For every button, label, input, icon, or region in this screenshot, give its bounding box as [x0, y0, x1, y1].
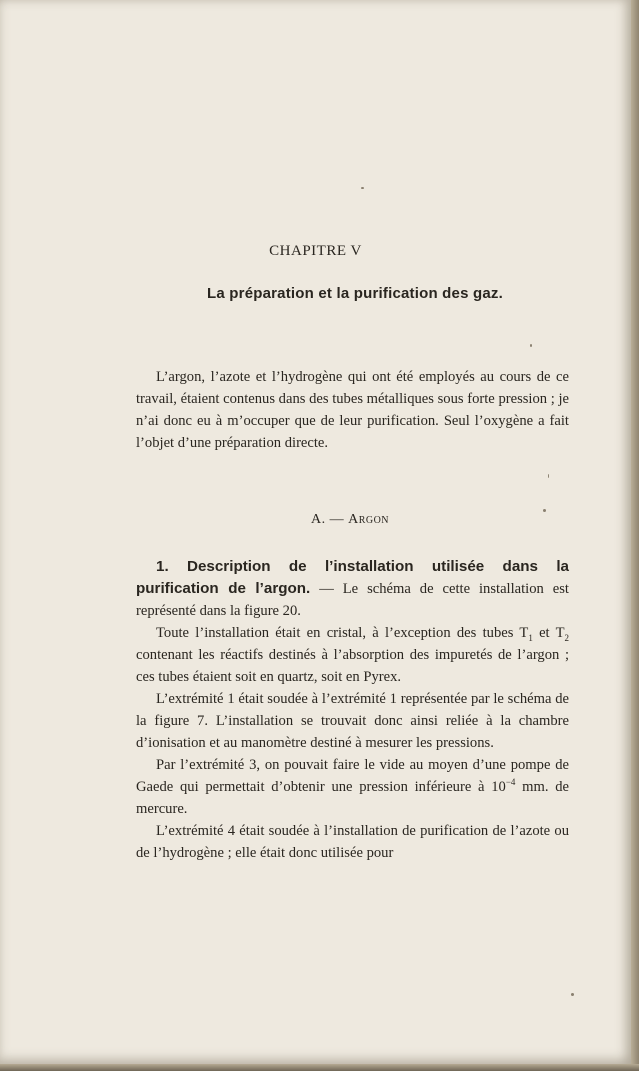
- chapter-title: La préparation et la purification des gaz.: [207, 285, 503, 302]
- subscript-t1: 1: [528, 632, 533, 643]
- page-edge-right: [631, 0, 639, 1071]
- subscript-t2: 2: [564, 632, 570, 643]
- paper-speck: [361, 187, 364, 189]
- paper-speck: [571, 993, 574, 996]
- paragraph-tubes: [136, 622, 569, 688]
- superscript-exponent: −4: [505, 777, 516, 788]
- paragraph-extremity-3-part-b: mm. de mercure.: [136, 779, 569, 817]
- paragraph-extremity-4: L’extrémité 4 était soudée à l’installation de purification de l’azote ou de l’hydrogène ; elle était donc utilisée pour: [136, 823, 569, 861]
- page-edge-bottom: [0, 1064, 639, 1071]
- paragraph-tubes-part-c: contenant les réactifs destinés à l’absorption des impuretés de l’argon ; ces tubes étaient soit en quartz, soit en Pyrex.: [136, 647, 569, 685]
- section-name: Argon: [348, 512, 390, 527]
- paragraph-extremity-1: L’extrémité 1 était soudée à l’extrémité 1 représentée par le schéma de la figure 7. L’installation se trouvait donc ainsi reliée à la chambre d’ionisation et au manomètre destiné à mesurer les pressions.: [136, 691, 569, 751]
- subsection-text: — Le schéma de cette installation est représenté dans la figure 20.: [136, 581, 569, 619]
- body-text: [136, 556, 569, 864]
- paper-speck: [530, 344, 532, 347]
- paragraph-tubes-part-a: Toute l’installation était en cristal, à l’exception des tubes T: [156, 625, 529, 641]
- section-heading: [0, 512, 639, 528]
- paragraph-extremity-3-part-a: Par l’extrémité 3, on pouvait faire le vide au moyen d’une pompe de Gaede qui permettait d’obtenir une pression inférieure à 10: [136, 757, 569, 795]
- subsection-paragraph: [136, 556, 569, 622]
- section-letter: A. —: [310, 512, 345, 527]
- intro-paragraph: L’argon, l’azote et l’hydrogène qui ont été employés au cours de ce travail, étaient contenus dans des tubes métalliques sous forte pression ; je n’ai donc eu à m’occuper que de leur purification. Seul l’oxygène a fait l’objet d’une préparation directe.: [136, 369, 569, 451]
- paper-speck: [543, 509, 546, 512]
- chapter-heading: CHAPITRE V: [269, 243, 362, 259]
- paragraph-extremity-3: [136, 754, 569, 820]
- intro-text: [136, 366, 569, 454]
- subsection-title: 1. Description de l’installation utilisée dans la purification de l’argon.: [136, 558, 569, 597]
- paper-speck: [548, 474, 549, 478]
- paragraph-tubes-part-b: et T: [532, 625, 565, 641]
